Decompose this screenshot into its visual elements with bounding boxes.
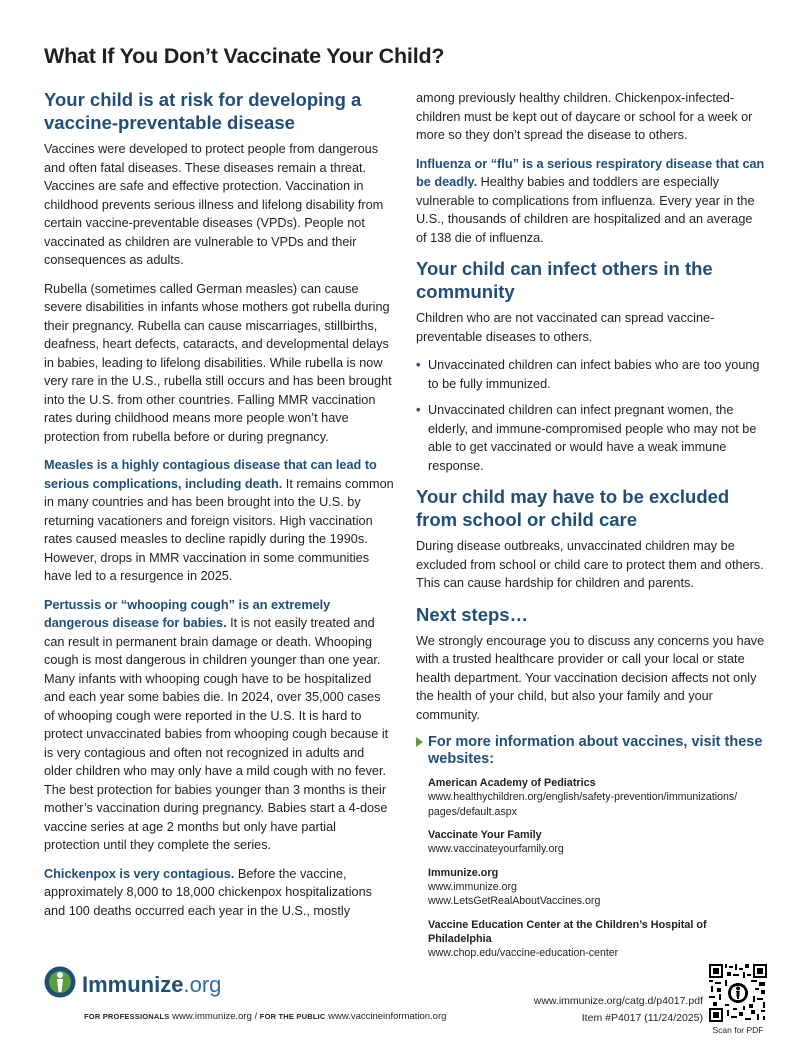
- website-name: American Academy of Pediatrics: [428, 777, 596, 789]
- bullet-icon: •: [416, 403, 421, 417]
- professionals-link[interactable]: www.immunize.org: [172, 1011, 252, 1022]
- list-item: • Unvaccinated children can infect babies who are too young to be fully immunized.: [416, 358, 760, 391]
- website-name: Vaccinate Your Family: [428, 829, 542, 841]
- section-heading-at-risk: Your child is at risk for developing a vaccine-preventable disease: [44, 89, 362, 133]
- website-entry-aap: [428, 776, 766, 819]
- website-link[interactable]: www.LetsGetRealAboutVaccines.org: [428, 895, 601, 907]
- public-link[interactable]: www.vaccineinformation.org: [328, 1011, 447, 1022]
- scan-for-pdf-label: Scan for PDF: [712, 1025, 764, 1035]
- infect-intro: Children who are not vaccinated can spread vaccine-preventable diseases to others.: [416, 311, 715, 344]
- flu-paragraph: [416, 155, 766, 248]
- website-link[interactable]: www.healthychildren.org/english/safety-prevention/immunizations/ pages/default.aspx: [428, 791, 738, 818]
- bullet-icon: •: [416, 358, 421, 372]
- website-name: Vaccine Education Center at the Children’s Hospital of Philadelphia: [428, 918, 707, 945]
- pertussis-paragraph: [44, 596, 394, 855]
- chickenpox-lead: Chickenpox is very contagious.: [44, 866, 235, 881]
- section-heading-infect-others: Your child can infect others in the community: [416, 258, 713, 302]
- immunize-logo-icon: [44, 966, 76, 998]
- footer-separator: /: [254, 1011, 258, 1022]
- section-heading-next-steps: Next steps…: [416, 603, 529, 625]
- website-entry-chop: [428, 918, 766, 961]
- website-link[interactable]: www.vaccinateyourfamily.org: [428, 843, 564, 855]
- left-column: [44, 88, 394, 930]
- chickenpox-continued: among previously healthy children. Chickenpox-infected-children must be kept out of daycare or school for a week or more so they don’t spread the disease to others.: [416, 91, 753, 142]
- qr-code-icon[interactable]: [709, 964, 767, 1022]
- measles-lead: Measles is a highly contagious disease that can lead to serious complications, including death.: [44, 458, 377, 491]
- more-info-heading: For more information about vaccines, visit these websites:: [416, 734, 766, 768]
- website-link[interactable]: www.chop.edu/vaccine-education-center: [428, 946, 619, 959]
- website-name: Immunize.org: [428, 866, 499, 879]
- section-heading-excluded: Your child may have to be excluded from school or child care: [416, 486, 730, 530]
- list-item: • Unvaccinated children can infect pregnant women, the elderly, and immune-compromised people who may not be able to get vaccinated or would have a weak immune response.: [416, 403, 757, 473]
- pertussis-lead: Pertussis or “whooping cough” is an extremely dangerous disease for babies.: [44, 597, 331, 630]
- website-link[interactable]: www.immunize.org: [428, 880, 517, 893]
- document-url[interactable]: www.immunize.org/catg.d/p4017.pdf: [533, 995, 703, 1007]
- item-number: Item #P4017 (11/24/2025): [581, 1012, 703, 1024]
- next-steps-paragraph: We strongly encourage you to discuss any concerns you have with a trusted healthcare provider or call your local or state health department. Your vaccination decision affects not only the health of your child, but also your family and your community.: [416, 633, 765, 722]
- right-column: [416, 89, 766, 969]
- chickenpox-body: Before the vaccine, approximately 8,000 to 18,000 chickenpox hospitalizations and 100 deaths occurred each year in the U.S., mostly: [44, 866, 372, 918]
- immunize-logo: [44, 966, 222, 1000]
- footer-links: [84, 1011, 446, 1022]
- rubella-paragraph: Rubella (sometimes called German measles) can cause severe disabilities in infants whose mothers got rubella during their pregnancy. Rubella can cause miscarriages, stillbirths, deafness, heart defects, cataracts, and developmental delays in babies, leading to lifelong disabilities. While rubella is now very rare in the U.S., rubella still occurs and has been brought into the U.S. from other countries. Falling MMR vaccination rates during childhood means more people won’t have protection from rubella before or during pregnancy.: [44, 281, 392, 444]
- flu-lead: Influenza or “flu” is a serious respiratory disease that can be deadly.: [416, 156, 765, 189]
- website-entry-immunize: [428, 866, 766, 909]
- flu-body: Healthy babies and toddlers are especially vulnerable to complications from influenza. Every year in the U.S., thousands of children are hospitalized and an average of 138 die of influenza.: [416, 175, 755, 245]
- arrow-right-icon: [416, 737, 423, 747]
- measles-body: It remains common in many countries and has been brought into the U.S. by returning vacationers and foreign visitors. High vaccination rates caused measles to decline rapidly during the 1990s. However, drops in MMR vaccination in some communities have led to a resurgence in 2025.: [44, 476, 394, 583]
- document-info: [534, 993, 703, 1027]
- website-entry-vyf: [428, 828, 766, 857]
- pertussis-body: It is not easily treated and can result in permanent brain damage or death. Whooping cough is most dangerous in children younger than one year. Many infants with whooping cough have to be hospitalized and each year some babies die. In 2024, over 35,000 cases of whooping cough were reported in the U.S. It is hard to protect unvaccinated babies from whooping cough because it is very contagious and often not recognized in adults and older children who may only have a mild cough with no fever. The best protection for babies younger than 3 months is their mother’s vaccination during pregnancy. Babies start a 4-dose vaccine series at age 2 months but only have partial protection until they complete the series.: [44, 616, 389, 852]
- chickenpox-paragraph: [44, 865, 394, 921]
- for-professionals-label: FOR PROFESSIONALS: [84, 1012, 170, 1021]
- measles-paragraph: [44, 456, 394, 586]
- intro-paragraph: Vaccines were developed to protect people from dangerous and often fatal diseases. These diseases remain a threat. Vaccines are safe and effective protection. Vaccination in childhood prevents serious illness and lifelong disability from certain vaccine-preventable diseases (VPDs). People not vaccinated as children are vulnerable to VPDs and their consequences as adults.: [44, 142, 384, 267]
- for-public-label: FOR THE PUBLIC: [259, 1012, 326, 1021]
- page-title: What If You Don’t Vaccinate Your Child?: [44, 44, 445, 68]
- logo-wordmark: Immunize.org: [82, 972, 222, 997]
- excluded-paragraph: During disease outbreaks, unvaccinated children may be excluded from school or child care to protect them and others. This can cause hardship for children and parents.: [416, 539, 764, 590]
- infect-bullet-list: [416, 356, 766, 475]
